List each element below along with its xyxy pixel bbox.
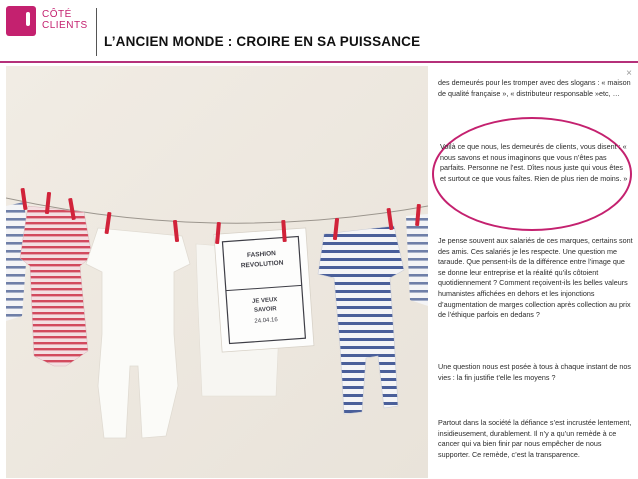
article-paragraph-2: Voilà ce que nous, les demeurés de clients, vous disent : « nous savons et nous imaginons que vous n’êtes pas parfaits. Personne ne l’est. Dîtes nous juste qui vous êtes et surtout ce que vous faîtes. Rien de plus rien de moins. » [440,142,628,183]
article-paragraph-1: des demeurés pour les tromper avec des slogans : « maison de qualité française », « distributeur responsable »etc, … [438,78,631,98]
article-panel [428,66,638,479]
article-paragraph-4: Une question nous est posée à tous à chaque instant de nos vies : la fin justifie t’elle les moyens ? [438,362,632,382]
logo-text [42,9,88,31]
fashion-revolution-tag [214,228,314,352]
cote-clients-logo [6,6,96,36]
clothesline-illustration [6,66,428,478]
tag-line-1: FASHION [246,250,277,260]
clothesline-photo [6,66,428,478]
logo-line-2: CLIENTS [42,20,88,31]
tag-line-3: JE VEUX [251,297,278,305]
slide-header [0,0,638,62]
slide-title: L’ANCIEN MONDE : CROIRE EN SA PUISSANCE [104,34,421,49]
tag-date: 24.04.16 [254,317,278,325]
tag-line-2: REVOLUTION [240,259,284,270]
logo-line-1: CÔTÉ [42,9,72,20]
tag-line-4: SAVOIR [253,306,277,314]
header-divider [96,8,97,56]
close-icon[interactable]: × [626,68,632,79]
article-paragraph-3: Je pense souvent aux salariés de ces marques, certains sont des amis. Ces salariés je les respecte. Une question me taraude. Que pensent-ils de la différence entre l’image que se donne leur entreprise et la réalité qu’ils côtoient quotidiennement ? Comment reçoivent-ils les belles valeurs humanistes affichées en dehors et les injonctions d’augmentation de marges collection après collection au prix de l’éthique parfois en dedans ? [438,236,633,320]
header-underline [0,61,638,63]
article-paragraph-5: Partout dans la société la défiance s’est incrustée lentement, insidieusement, durablement. Il n’y a qu’un remède à ce cancer qui va bien finir par nous empêcher de nous supporter. Ce remède, c’est la transparence. [438,418,632,459]
logo-mark-icon [6,6,36,36]
